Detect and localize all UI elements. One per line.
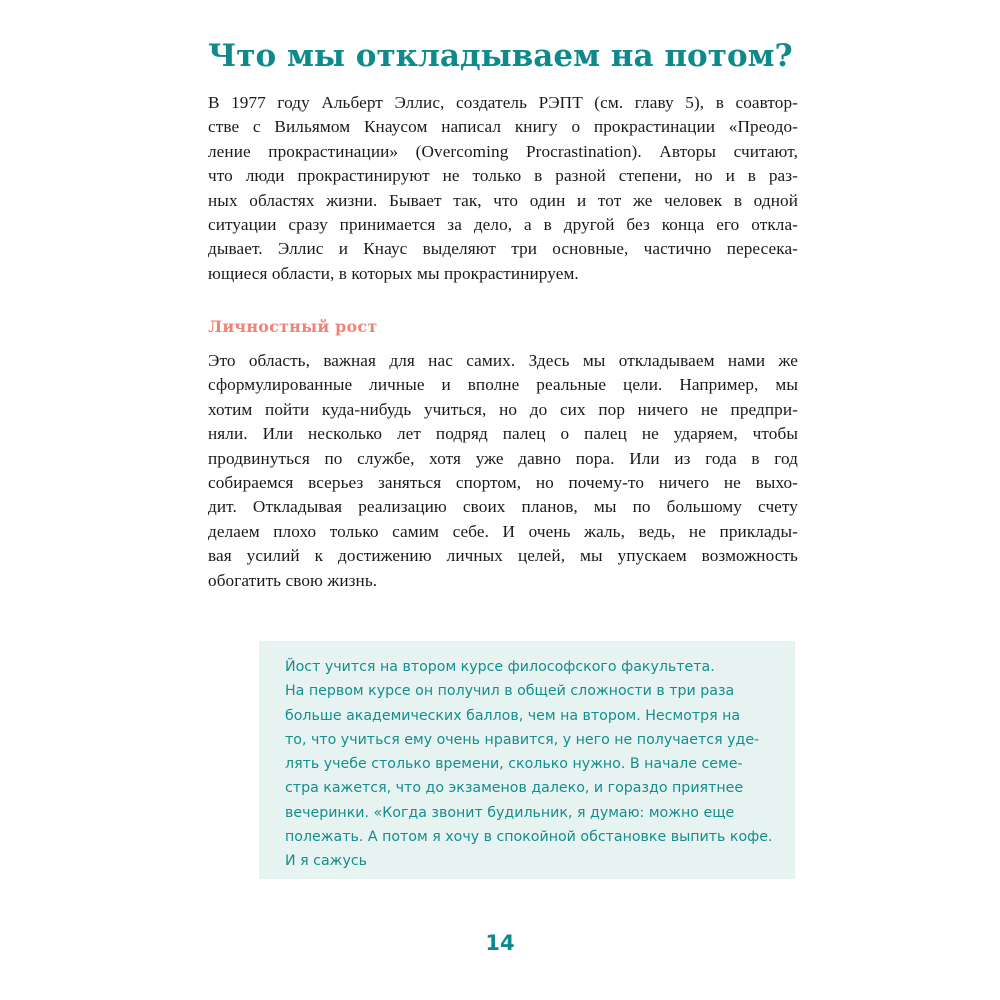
page-number: 14 <box>485 931 515 955</box>
section-text-line: Это область, важная для нас самих. Здесь мы откладываем нами же <box>208 351 798 370</box>
intro-text-line: ление прокрастинации» (Overcoming Procrastination). Авторы считают, <box>208 141 798 161</box>
intro-text-line: ситуации сразу принимается за дело, а в другой без конца его откла- <box>208 214 798 234</box>
callout-text-line: больше академических баллов, чем на втором. Несмотря на <box>285 707 741 724</box>
callout-text-line: И я сажусь <box>285 853 368 870</box>
callout-text <box>285 655 775 874</box>
intro-text-line: дывает. Эллис и Кнаус выделяют три основные, частично пересека- <box>208 239 798 259</box>
intro-paragraph <box>208 91 798 286</box>
section-text-line: вая усилий к достижению личных целей, мы упускаем возможность <box>208 546 798 566</box>
example-callout-box <box>259 641 795 879</box>
section-text-line: дит. Откладывая реализацию своих планов, мы по большому счету <box>208 497 798 517</box>
section-text-line: няли. Или несколько лет подряд палец о палец не ударяем, чтобы <box>208 424 798 444</box>
section-text-line: продвинуться по службе, хотя уже давно пора. Или из года в год <box>208 448 798 468</box>
callout-text-line: стра кажется, что до экзаменов далеко, и гораздо приятнее <box>285 780 744 797</box>
section-text-line: хотим пойти куда-нибудь учиться, но до сих пор ничего не предпри- <box>208 399 798 419</box>
intro-text-line: стве с Вильямом Кнаусом написал книгу о прокрастинации «Преодо- <box>208 117 798 137</box>
callout-text-line: Йост учится на втором курсе философского факультета. <box>285 659 715 675</box>
callout-text-line: На первом курсе он получил в общей сложности в три раза <box>285 683 735 700</box>
callout-text-line: вечеринки. «Когда звонит будильник, я думаю: можно еще <box>285 804 735 821</box>
intro-text-line: В 1977 году Альберт Эллис, создатель РЭПТ (см. главу 5), в соавтор- <box>208 93 798 112</box>
section-paragraph <box>208 349 798 593</box>
section-text-line: сформулированные личные и вполне реальные цели. Например, мы <box>208 375 798 395</box>
callout-text-line: то, что учиться ему очень нравится, у него не получается уде- <box>285 731 760 748</box>
intro-text-line: ющиеся области, в которых мы прокрастинируем. <box>208 263 579 283</box>
intro-text-line: ных областях жизни. Бывает так, что один и тот же человек в одной <box>208 190 798 210</box>
intro-text-line: что люди прокрастинируют не только в разной степени, но и в раз- <box>208 166 798 186</box>
callout-text-line: лять учебе столько времени, сколько нужно. В начале семе- <box>285 756 743 773</box>
page-title: Что мы откладываем на потом? <box>208 38 793 74</box>
callout-text-line: полежать. А потом я хочу в спокойной обстановке выпить кофе. <box>285 829 773 846</box>
section-text-line: собираемся всерьез заняться спортом, но почему-то ничего не выхо- <box>208 472 798 492</box>
section-text-line: обогатить свою жизнь. <box>208 570 378 590</box>
section-text-line: делаем плохо только самим себе. И очень жаль, ведь, не приклады- <box>208 521 798 541</box>
section-heading: Личностный рост <box>208 317 378 336</box>
